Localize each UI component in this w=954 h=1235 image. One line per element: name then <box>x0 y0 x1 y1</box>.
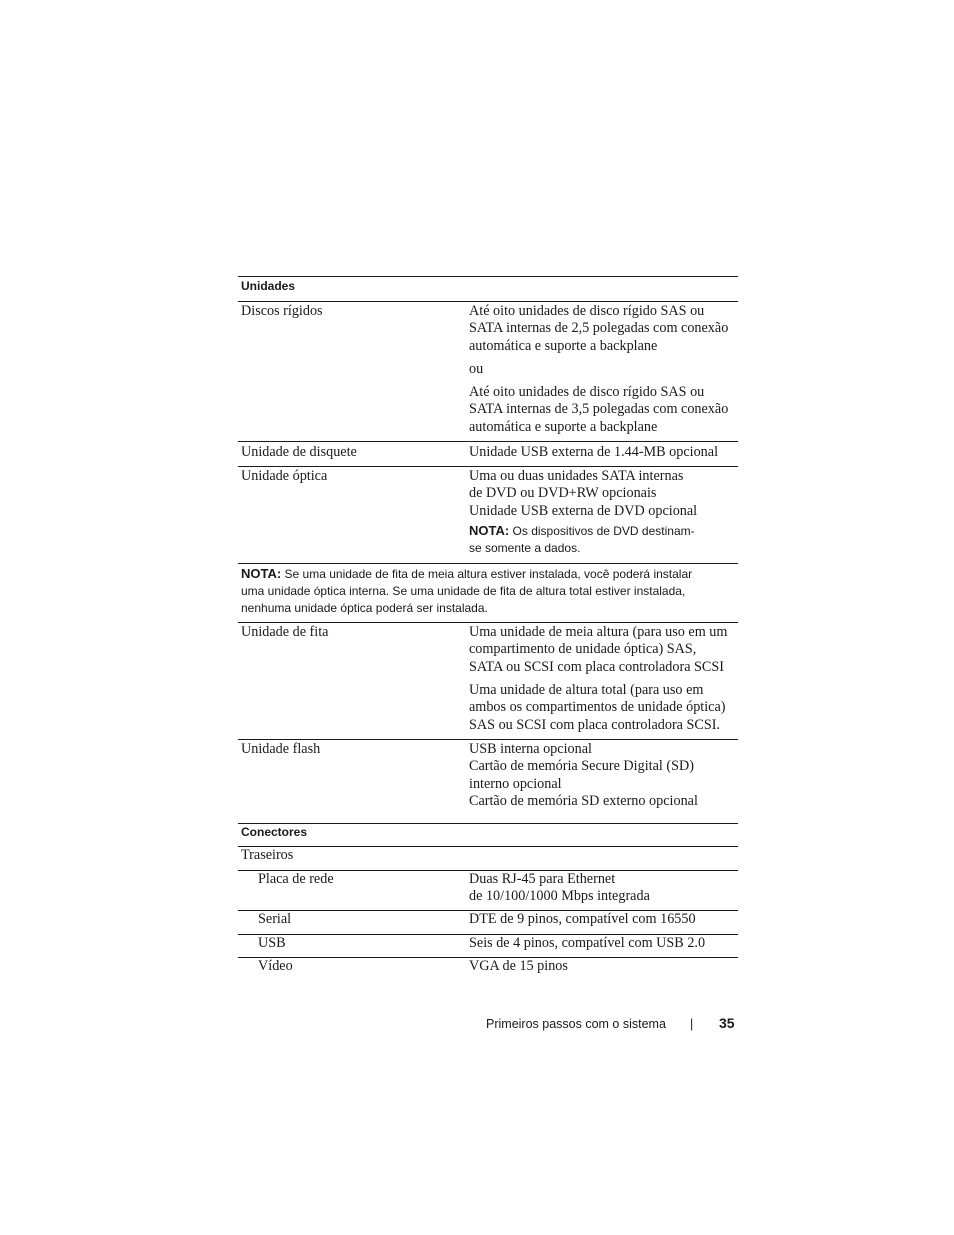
table-top-rule <box>238 276 738 277</box>
footer-separator: | <box>690 1017 694 1031</box>
wide-note: NOTA: Se uma unidade de fita de meia altura estiver instalada, você poderá instalar uma unidade óptica interna. Se uma unidade de fita de altura total estiver instalada, nenhuma unidade óptica poderá ser instalada. <box>241 566 693 615</box>
row-value-disquete: Unidade USB externa de 1.44-MB opcional <box>469 444 719 460</box>
row-value-serial: DTE de 9 pinos, compatível com 16550 <box>469 911 696 927</box>
row-label-traseiros: Traseiros <box>241 847 294 863</box>
note-label: NOTA: <box>241 566 282 581</box>
row-rule <box>238 563 738 564</box>
row-value-discos-1: Até oito unidades de disco rígido SAS ou SATA internas de 2,5 polegadas com conexão automática e suporte a backplane <box>469 303 729 354</box>
row-value-discos-2: Até oito unidades de disco rígido SAS ou SATA internas de 3,5 polegadas com conexão automática e suporte a backplane <box>469 384 729 435</box>
row-label-optica: Unidade óptica <box>241 468 328 484</box>
row-label-discos: Discos rígidos <box>241 303 323 319</box>
note-label: NOTA: <box>469 523 510 538</box>
section-header-conectores: Conectores <box>241 825 308 839</box>
row-label-rede: Placa de rede <box>258 871 334 887</box>
row-rule <box>238 441 738 442</box>
row-label-disquete: Unidade de disquete <box>241 444 357 460</box>
row-value-video: VGA de 15 pinos <box>469 958 568 974</box>
row-value-usb: Seis de 4 pinos, compatível com USB 2.0 <box>469 935 706 951</box>
row-value-rede: Duas RJ-45 para Ethernet de 10/100/1000 Mbps integrada <box>469 871 650 905</box>
row-value-fita-1: Uma unidade de meia altura (para uso em um compartimento de unidade óptica) SAS, SATA ou SCSI com placa controladora SCSI <box>469 624 728 675</box>
row-rule <box>238 622 738 623</box>
page-number: 35 <box>719 1015 735 1031</box>
row-label-serial: Serial <box>258 911 292 927</box>
row-value-flash: USB interna opcional Cartão de memória Secure Digital (SD) interno opcional Cartão de memória SD externo opcional <box>469 741 698 810</box>
header-rule <box>238 846 738 847</box>
row-rule <box>238 466 738 467</box>
row-label-usb: USB <box>258 935 286 951</box>
row-label-video: Vídeo <box>258 958 293 974</box>
row-value-fita-2: Uma unidade de altura total (para uso em ambos os compartimentos de unidade óptica) SAS ou SCSI com placa controladora SCSI. <box>469 682 726 733</box>
optica-note: NOTA: Os dispositivos de DVD destinam- se somente a dados. <box>469 523 695 555</box>
row-value-optica: Uma ou duas unidades SATA internas de DVD ou DVD+RW opcionais Unidade USB externa de DVD opcional <box>469 468 698 519</box>
row-label-fita: Unidade de fita <box>241 624 329 640</box>
row-value-discos-or: ou <box>469 361 484 377</box>
row-rule <box>238 739 738 740</box>
row-label-flash: Unidade flash <box>241 741 321 757</box>
header-rule <box>238 301 738 302</box>
footer-title: Primeiros passos com o sistema <box>486 1017 666 1031</box>
section-header-unidades: Unidades <box>241 279 296 293</box>
section-top-rule <box>238 823 738 824</box>
